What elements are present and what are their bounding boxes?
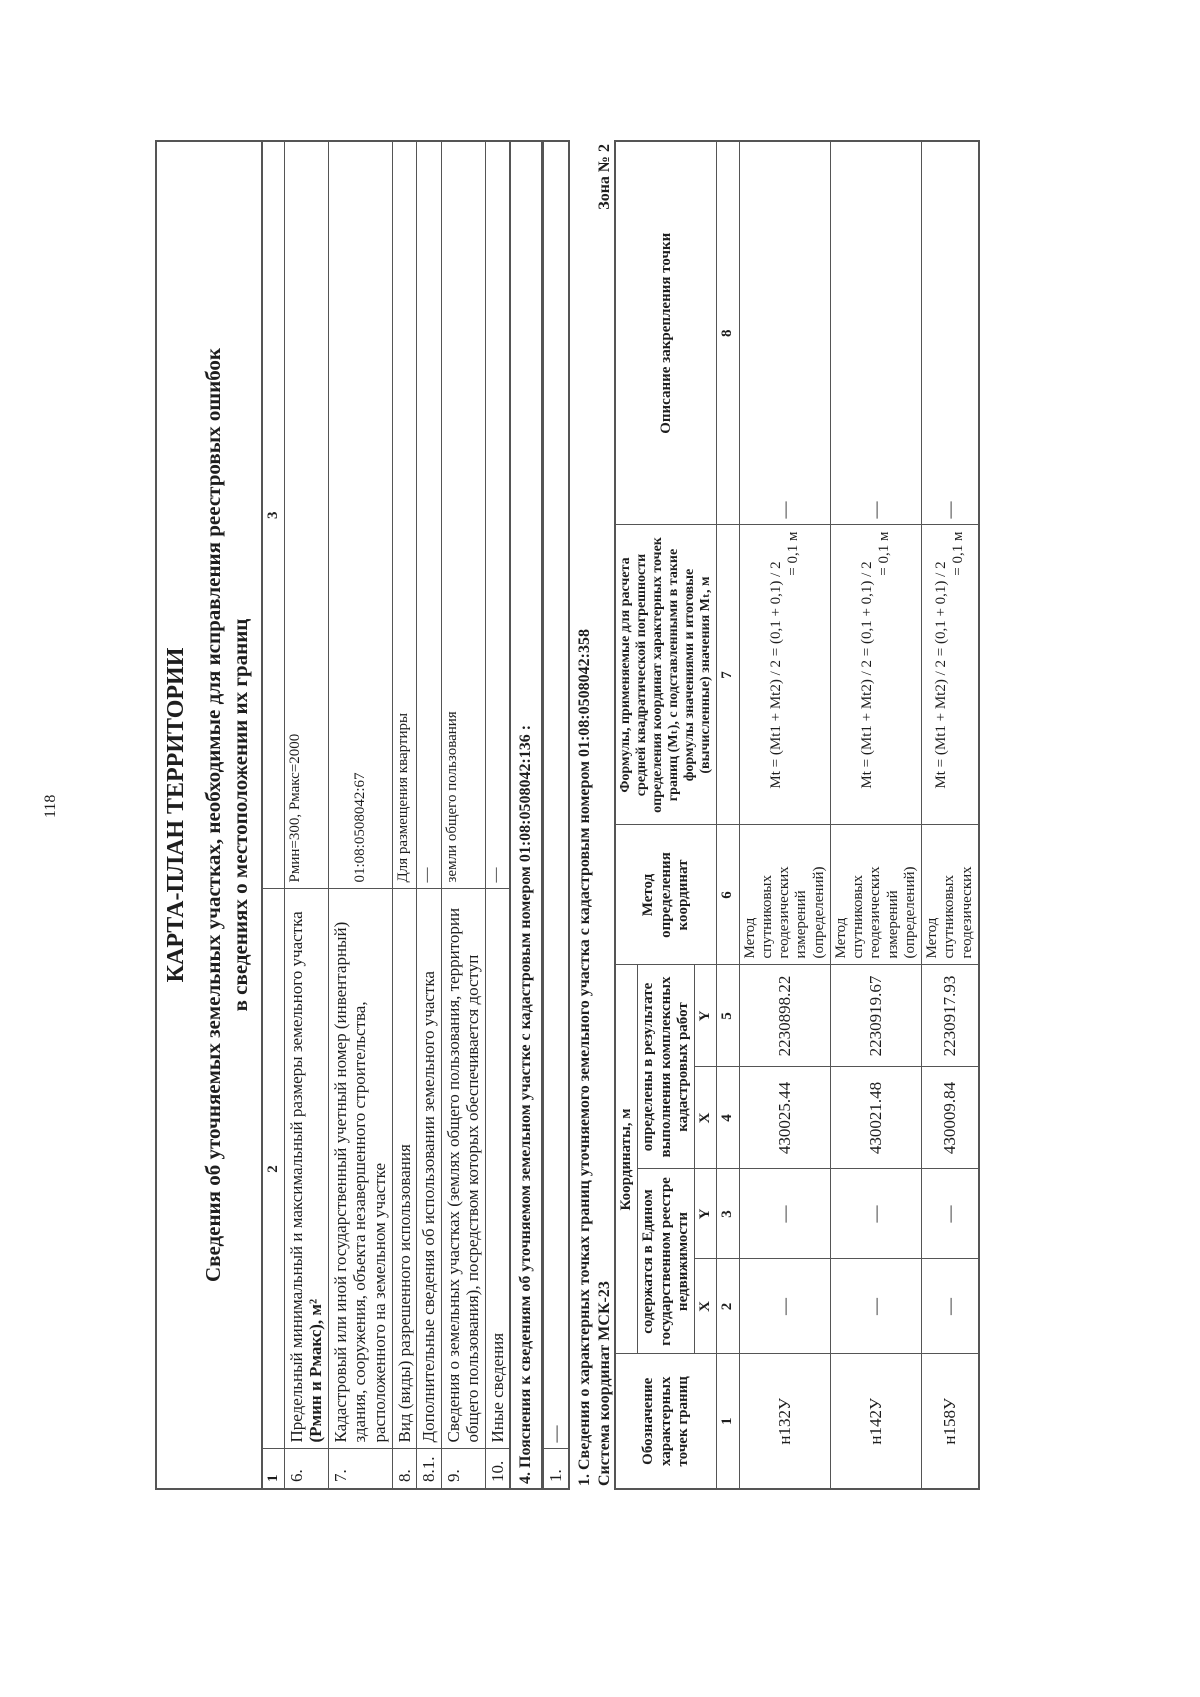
col-number: 6: [717, 825, 739, 965]
row-number: 9.: [441, 1449, 485, 1489]
point-y: 2230917.93: [922, 965, 979, 1067]
header-determined: определены в результате выполнения комплексных кадастровых работ: [638, 965, 695, 1169]
point-formula: [739, 525, 830, 825]
header-det-x: X: [695, 1067, 717, 1169]
zone-label: Зона № 2: [595, 144, 613, 210]
point-x: 430009.84: [922, 1067, 979, 1169]
document-subtitle: [196, 140, 261, 1490]
subtitle-line-2: в сведениях о местоположении их границ: [228, 618, 253, 1012]
row-value: —: [485, 141, 510, 889]
formula-expression: Mt = (Mt1 + Mt2) / 2 = (0,1 + 0,1) / 2: [767, 561, 784, 789]
header-egrn-y: Y: [695, 1169, 717, 1259]
col-number: 5: [717, 965, 739, 1067]
point-formula: [922, 525, 979, 825]
points-header-row: [615, 141, 638, 1489]
point-x: 430021.48: [830, 1067, 921, 1169]
row-value: земли общего пользования: [441, 141, 485, 889]
point-y: 2230898.22: [739, 965, 830, 1067]
point-description: —: [922, 141, 979, 525]
header-coordinates: Координаты, м: [615, 965, 638, 1354]
info-table-header: [262, 141, 285, 1489]
col-number: 4: [717, 1067, 739, 1169]
row-number: 10.: [485, 1449, 510, 1489]
formula-result: = 0,1 м: [876, 531, 893, 576]
point-egrn-x: —: [739, 1259, 830, 1354]
info-header-1: 1: [262, 1449, 285, 1489]
row-description-text: Предельный минимальный и максимальный размеры земельного участка: [286, 911, 306, 1443]
table-row: [485, 141, 510, 1489]
points-table: [614, 140, 980, 1490]
point-egrn-y: —: [739, 1169, 830, 1259]
point-designation: н142У: [830, 1354, 921, 1489]
coordinate-system-line: [596, 140, 614, 1490]
info-header-2: 2: [262, 889, 285, 1449]
col-number: 8: [717, 141, 739, 525]
point-method: Метод спутниковых геодезических измерений (определений): [739, 825, 830, 965]
section-4-table: [543, 140, 570, 1490]
row-description: Дополнительные сведения об использовании земельного участка: [417, 889, 442, 1449]
point-egrn-y: —: [922, 1169, 979, 1259]
row-description: Вид (виды) разрешенного использования: [392, 889, 417, 1449]
point-designation: н158У: [922, 1354, 979, 1489]
point-method: Метод спутниковых геодезических: [922, 825, 979, 965]
rotated-document: [155, 140, 1053, 1490]
document-title: КАРТА-ПЛАН ТЕРРИТОРИИ: [155, 140, 196, 1490]
row-description-bold: (Рмин и Рмакс), м²: [306, 1298, 326, 1443]
points-column-numbers: [717, 141, 739, 1489]
row-number: 8.: [392, 1449, 417, 1489]
formula-expression: Mt = (Mt1 + Mt2) / 2 = (0,1 + 0,1) / 2: [932, 561, 949, 789]
row-value: —: [417, 141, 442, 889]
row-text: —: [544, 141, 569, 1449]
formula-result: = 0,1 м: [950, 531, 967, 576]
row-value: 01:08:0508042:67: [328, 141, 392, 889]
header-det-y: Y: [695, 965, 717, 1067]
row-description: Иные сведения: [485, 889, 510, 1449]
header-description: Описание закрепления точки: [615, 141, 717, 525]
point-description: —: [830, 141, 921, 525]
header-egrn: содержатся в Едином государственном реестре недвижимости: [638, 1169, 695, 1354]
coordinate-system: Система координат МСК-23: [595, 1281, 613, 1486]
row-description: Кадастровый или иной государственный учетный номер (инвентарный) здания, сооружения, объекта незавершенного строительства, расположенного на земельном участке: [328, 889, 392, 1449]
table-row: [417, 141, 442, 1489]
table-row: [922, 141, 979, 1489]
table-row: [544, 141, 569, 1489]
col-number: 3: [717, 1169, 739, 1259]
subtitle-line-1: Сведения об уточняемых земельных участках, необходимые для исправления реестровых ошибок: [201, 347, 225, 1283]
row-number: 8.1.: [417, 1449, 442, 1489]
row-description: Сведения о земельных участках (землях общего пользования, территории общего пользования), посредством которых обеспечивается доступ: [441, 889, 485, 1449]
header-designation: Обозначение характерных точек границ: [615, 1354, 717, 1489]
header-method: Метод определения координат: [615, 825, 717, 965]
table-row: [328, 141, 392, 1489]
section-1-title: 1. Сведения о характерных точках границ уточняемого земельного участка с кадастровым номером 01:08:0508042:358: [575, 629, 593, 1486]
point-egrn-y: —: [830, 1169, 921, 1259]
col-number: 1: [717, 1354, 739, 1489]
row-number: 7.: [328, 1449, 392, 1489]
table-row: [739, 141, 830, 1489]
point-egrn-x: —: [922, 1259, 979, 1354]
header-formula: Формулы, применяемые для расчета средней квадратической погрешности определения координат характерных точек границ (Mₜ), с подставленными в такие формулы значениями и итоговые (вычисленные) значения Mₜ, м: [615, 525, 717, 825]
point-egrn-x: —: [830, 1259, 921, 1354]
info-header-3: 3: [262, 141, 285, 889]
row-value: Рмин=300, Рмакс=2000: [284, 141, 328, 889]
page-number: 118: [42, 794, 59, 818]
row-value: Для размещения квартиры: [392, 141, 417, 889]
formula-result: = 0,1 м: [784, 531, 801, 576]
point-x: 430025.44: [739, 1067, 830, 1169]
row-number: 6.: [284, 1449, 328, 1489]
formula-expression: Mt = (Mt1 + Mt2) / 2 = (0,1 + 0,1) / 2: [858, 561, 875, 789]
col-number: 2: [717, 1259, 739, 1354]
section-4-title: 4. Пояснения к сведениям об уточняемом земельном участке с кадастровым номером 01:08:0508042:136 :: [511, 140, 543, 1490]
table-row: [830, 141, 921, 1489]
info-table: [261, 140, 512, 1490]
point-y: 2230919.67: [830, 965, 921, 1067]
row-description: [284, 889, 328, 1449]
point-description: —: [739, 141, 830, 525]
point-designation: н132У: [739, 1354, 830, 1489]
table-row: [392, 141, 417, 1489]
col-number: 7: [717, 525, 739, 825]
point-method: Метод спутниковых геодезических измерений (определений): [830, 825, 921, 965]
header-egrn-x: X: [695, 1259, 717, 1354]
table-row: [441, 141, 485, 1489]
point-formula: [830, 525, 921, 825]
row-number: 1.: [544, 1449, 569, 1489]
table-row: [284, 141, 328, 1489]
